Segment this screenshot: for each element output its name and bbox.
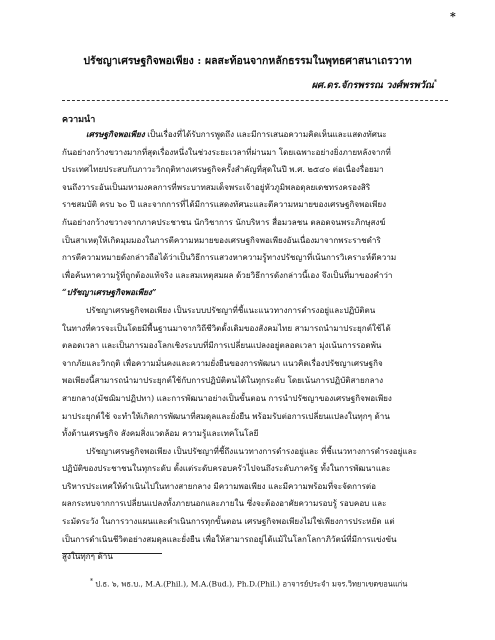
- paragraph-1-line: กันอย่างกว้างขวางจากภาคประชาชน นักวิชาการ นักบริหาร สื่อมวลชน ตลอดจนพระภิกษุสงฆ์: [62, 216, 386, 227]
- paragraph-1-line: [62, 126, 448, 144]
- paragraph-1-line: การตีความหมายดังกล่าวถือได้ว่าเป็นวิธีการแสวงหาความรู้ทางปรัชญาที่เน้นการวิเคราะห์ตีความ: [62, 252, 397, 263]
- paragraph-1-line: จนถึงวาระอันเป็นมหามงคลการที่พระบาทสมเด็จพระเจ้าอยู่หัวภูมิพลอดุลยเดชทรงครองสิริ: [62, 181, 371, 192]
- paragraph-3-line: ผลกระทบจากการเปลี่ยนแปลงทั้งภายนอกและภายใน ซึ่งจะต้องอาศัยความรอบรู้ รอบคอบ และ: [62, 498, 387, 509]
- paragraph-2-line: พอเพียงนี้สามารถนำมาประยุกต์ใช้กับการปฏิบัติตนได้ในทุกระดับ โดยเน้นการปฏิบัติสายกลาง: [62, 375, 384, 386]
- paragraph-2-line: ตลอดเวลา และเป็นการมองโลกเชิงระบบที่มีการเปลี่ยนแปลงอยู่ตลอดเวลา มุ่งเน้นการรอดพ้น: [62, 340, 382, 351]
- paragraph-3-line: เป็นการดำเนินชีวิตอย่างสมดุลและยั่งยืน เพื่อให้สามารถอยู่ได้แม้ในโลกโลกาภิวัตน์ที่มีการแข่งขัน: [62, 533, 397, 544]
- paragraph-1-line: เป็นสาเหตุให้เกิดมุมมองในการตีความหมายของเศรษฐกิจพอเพียงอันเนื่องมาจากพระราชดำริ: [62, 234, 381, 245]
- author-name: ผศ.ดร.จักรพรรณ วงศ์พรพวัณ: [311, 80, 434, 91]
- paragraph-1-lead-text: เป็นเรื่องที่ได้รับการพูดถึง และมีการเสนอความคิดเห็นและแสดงทัศนะ: [144, 129, 387, 139]
- paragraph-3-line: สูงในทุกๆ ด้าน: [62, 551, 113, 562]
- footnote-rule: [62, 553, 162, 554]
- document-title: ปรัชญาเศรษฐกิจพอเพียง : ผลสะท้อนจากหลักธรรมในพุทธศาสนาเถรวาท: [83, 55, 412, 67]
- paragraph-1-line: เพื่อค้นหาความรู้ที่ถูกต้องแท้จริง และสมเหตุสมผล ด้วยวิธีการดังกล่าวนี้เอง จึงเป็นที่มาของคำว่า: [62, 269, 393, 280]
- page-marker: *: [450, 10, 456, 23]
- body-text: [62, 126, 448, 566]
- dashed-separator: [62, 100, 448, 101]
- paragraph-3-line: ปรัชญาเศรษฐกิจพอเพียง เป็นปรัชญาที่ชี้ถึงแนวทางการดำรงอยู่และ ที่ชี้แนวทางการดำรงอยู่และ: [86, 445, 417, 456]
- paragraph-3-line: ปฏิบัติของประชาชนในทุกระดับ ตั้งแต่ระดับครอบครัวไปจนถึงระดับภาครัฐ ทั้งในการพัฒนาและ: [62, 463, 391, 474]
- paragraph-3-line: บริหารประเทศให้ดำเนินไปในทางสายกลาง มีความพอเพียง และมีความพร้อมที่จะจัดการต่อ: [62, 480, 377, 491]
- paragraph-3-line: ระมัดระวัง ในการวางแผนและดำเนินการทุกขั้นตอน เศรษฐกิจพอเพียงไม่ใช่เพียงการประหยัด แต่: [62, 516, 395, 527]
- paragraph-1-line: ประเทศไทยประสบกับภาวะวิกฤติทางเศรษฐกิจครั้งสำคัญที่สุดในปี พ.ศ. ๒๕๔๐ ต่อเนื่องรื่อยมา: [62, 164, 384, 175]
- paragraph-2-line: มาประยุกต์ใช้ จะทำให้เกิดการพัฒนาที่สมดุลและยั่งยืน พร้อมรับต่อการเปลี่ยนแปลงในทุกๆ ด้าน: [62, 410, 390, 421]
- footnote-text: ป.ธ. ๖, พธ.บ., M.A.(Phil.), M.A.(Bud.), Ph.D.(Phil.) อาจารย์ประจำ มจร.วิทยาเขตขอนแก่น: [95, 579, 408, 589]
- paragraph-2-line: จากภัยและวิกฤติ เพื่อความมั่นคงและความยั่งยืนของการพัฒนา แนวคิดเรื่องปรัชญาเศรษฐกิจ: [62, 357, 383, 368]
- paragraph-1-line: “ปรัชญาเศรษฐกิจพอเพียง”: [62, 287, 157, 298]
- footnote: [90, 578, 407, 591]
- paragraph-2-line: สายกลาง(มัชฌิมาปฏิปทา) และการพัฒนาอย่างเป็นขั้นตอน การนำปรัชญาของเศรษฐกิจพอเพียง: [62, 392, 392, 403]
- author-line: [312, 78, 437, 93]
- paragraph-2-line: ทั้งด้านเศรษฐกิจ สังคมสิ่งแวดล้อม ความรู้และเทคโนโลยี: [62, 428, 259, 439]
- author-footnote-marker: *: [433, 78, 437, 86]
- section-heading: ความนำ: [62, 115, 96, 125]
- paragraph-1-line: กันอย่างกว้างขวางมากที่สุดเรื่องหนึ่งในช่วงระยะเวลาที่ผ่านมา โดยเฉพาะอย่างยิ่งภายหลังจากที่: [62, 146, 391, 157]
- paragraph-1-line: ราชสมบัติ ครบ ๖๐ ปี และจากการที่ได้มีการแสดงทัศนะและตีความหมายของเศรษฐกิจพอเพียง: [62, 199, 387, 210]
- paragraph-2-line: ปรัชญาเศรษฐกิจพอเพียง เป็นระบบปรัชญาที่ชี้แนะแนวทางการดำรงอยู่และปฏิบัติตน: [86, 304, 376, 315]
- footnote-marker: *: [90, 578, 93, 585]
- emphasis-term: เศรษฐกิจพอเพียง: [86, 129, 145, 139]
- paragraph-2-line: ในทางที่ควรจะเป็นโดยมีพื้นฐานมาจากวิถีชีวิตดั้งเดิมของสังคมไทย สามารถนำมาประยุกต์ใช้ได้: [62, 322, 391, 333]
